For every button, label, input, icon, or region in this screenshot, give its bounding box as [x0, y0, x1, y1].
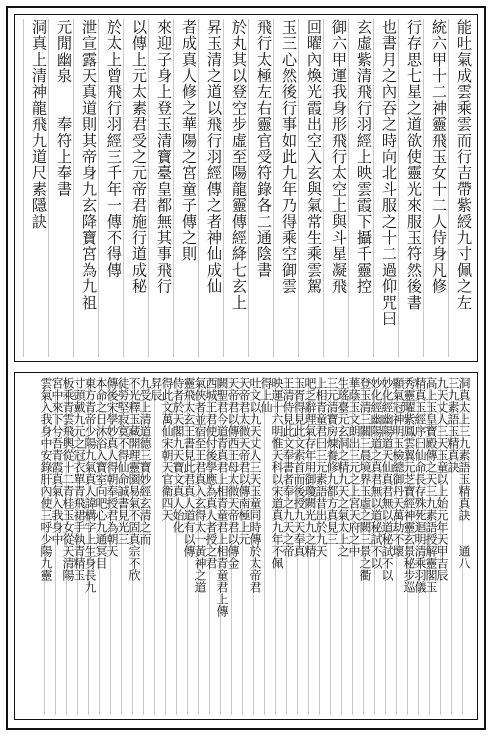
text-column: 元閒幽泉 奉符上奉書: [48, 19, 73, 357]
lower-text-block: [14, 372, 478, 720]
text-column: 昇辰: [154, 377, 165, 715]
upper-columns: [19, 19, 473, 357]
text-column: 泄宣露天真道則其帝身九玄降寶宮為九祖: [73, 19, 98, 357]
text-column: 侍者於天閣九天寶文真人始化: [176, 377, 187, 715]
text-column: 闕聖君今道青真君上相青童君上相青童君上傳: [220, 377, 231, 715]
text-column: 統六甲十二神靈飛玉女十二人侍身凡修: [423, 19, 448, 357]
text-column: 玄虛紫清飛行羽經上映雲霞下攝千靈控: [348, 19, 373, 357]
text-column: 傳後宋學妙真人得朝奉授君為朝天: [110, 377, 121, 715]
text-column: 妙化經幽陽道天仙真君無以道秘試不以: [385, 377, 396, 715]
text-column: 得上仙: [264, 377, 275, 715]
text-column: 妙化經幽陽道之真君無以道秘試不以: [374, 377, 385, 715]
text-column: 高上玉皇寶殿傳之天三九素語授解靈閣玉: [429, 377, 440, 715]
text-column: 也書月之內吞之時向北斗服之十二過仰咒曰: [373, 19, 398, 357]
text-column: 者成真人修之華陽之宮童子傳之則: [173, 19, 198, 357]
text-column: 靈飛太玄王書見此君真人道有以傳: [187, 377, 198, 715]
text-column: 宮中來下兮吾青霞真氣入我身中: [55, 377, 66, 715]
text-column: 顯氣冠神明玉檢總御丹天萬劫不壞: [396, 377, 407, 715]
text-column: 華蔭玉文朗出三元之上宮天府之中: [352, 377, 363, 715]
scripture-page: [6, 6, 486, 730]
text-column: 上相青童君曰三元素語昔出於九天: [319, 377, 330, 715]
text-column: 玉三心然後行事如此九年乃得乘空御雲: [273, 19, 298, 357]
text-column: 玉胥得見此文索首而後授九天奉真: [297, 377, 308, 715]
text-column: 吐文以九天丈人三天玉童同時傳於太帝君: [253, 377, 264, 715]
text-column: 洞真太上三九素語玉精真訣 通八: [462, 377, 473, 715]
text-column: 行存思七星之道欲使靈光來服玉符然後書: [398, 19, 423, 357]
text-column: 以傳上元太素君受之元帝君施行道成秘: [123, 19, 148, 357]
text-column: 飛行太極左右靈官受符錄各二通陰書: [248, 19, 273, 357]
text-column: 雲氣入我身中安錄肝內使三呼少陽九靈: [44, 377, 55, 715]
text-column: 能吐氣成雲乘雲而行吉帶紫綬九寸佩之左: [448, 19, 473, 357]
text-column: 九受上清道德三寶妙經玄清之而: [143, 377, 154, 715]
text-column: 精真玉經序曰仙命長存殊死迴明清乘羽儀: [418, 377, 429, 715]
text-column: 寸頭戴九元之冠衣單青飛裙手執青精玉: [77, 377, 88, 715]
text-column: 於丸其以登空步虛至陽龍靈傳經絳七玄上: [223, 19, 248, 357]
text-column: 王清侍見此文奉書者奉之九天之帝: [286, 377, 297, 715]
text-column: 西城王君使付後學應為真人者授之君: [209, 377, 220, 715]
text-column: 氣俠者並宿至王君真入玄得太一黃神之道: [198, 377, 209, 715]
text-column: 來迎子身上登玉清寶臺皇都無其事飛行: [148, 19, 173, 357]
text-column: 三元清寶房煉養修九都方真見三: [330, 377, 341, 715]
text-column: 得此文萬仙宋朝天官衛四天: [165, 377, 176, 715]
text-column: 三九素語玉精真訣: [451, 377, 462, 715]
text-column: 不光釋玉藏開理靈園易氣不固真宗不欣: [132, 377, 143, 715]
upper-text-block: [14, 14, 478, 362]
text-column: 洞真上清神龍飛九道尺素隱訣: [23, 19, 48, 357]
lower-columns: [19, 377, 473, 715]
text-column: 回曜內煥光霞出空入玄與氣常生乘雲駕: [298, 19, 323, 357]
text-column: 徒勞堅寂寞不得仙命誠書見光三: [121, 377, 132, 715]
text-column: 秀靈曜紫鳳雲翼元芝寶經神靈玄景秘步巡: [407, 377, 418, 715]
text-column: 本命之日沐浴入寶室向吧心九通冥目: [99, 377, 110, 715]
text-column: 映運十六明惟天科以宋道真九年不佩: [275, 377, 286, 715]
text-column: 生瑤臺元玄洞之精九天之氣太上之: [341, 377, 352, 715]
text-column: 天帝君以傳西王母太微天帝君以傳金: [231, 377, 242, 715]
text-column: 天帝君太微天帝君以傳南極上元: [242, 377, 253, 715]
text-column: 東方青帝少陽九氣真人諱構字上生身長九: [88, 377, 99, 715]
text-column: 登玉清三關三晨境界玉虛之闕三景之衢: [363, 377, 374, 715]
text-column: 板乘青雲飛輿從十二青桂玉女從天清陽: [66, 377, 77, 715]
text-column: 昇玉清之道以飛行羽經傳之者神仙成仙: [198, 19, 223, 357]
text-column: 吧乏辭理氣存年用御瓊闕光九之精: [308, 377, 319, 715]
text-column: 御六甲運我身形飛行太空上與斗星凝飛: [323, 19, 348, 357]
text-column: 於太上曾飛行羽經三千年一傳不得傳: [98, 19, 123, 357]
text-column: 九天丈人三天玉童以上始元年天甲吉辰: [440, 377, 451, 715]
